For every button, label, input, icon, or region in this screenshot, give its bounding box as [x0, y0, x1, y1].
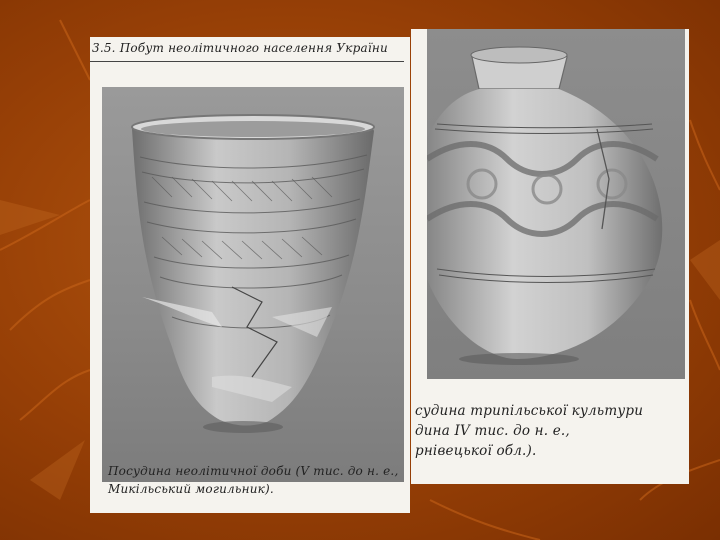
right-caption-line-2: дина IV тис. до н. е.,	[415, 423, 570, 439]
right-caption-line-1: судина трипільської культури	[415, 403, 644, 419]
left-scan-page	[90, 37, 410, 513]
right-caption-line-3: рнівецької обл.).	[415, 443, 537, 459]
right-scan-page	[411, 29, 689, 484]
left-caption	[108, 462, 398, 498]
header-rule	[90, 61, 404, 62]
section-header: 3.5. Побут неолітичного населення України	[92, 41, 388, 55]
neolithic-vessel-photo	[102, 87, 404, 482]
right-caption	[415, 401, 643, 461]
trypillia-vessel-photo	[427, 29, 685, 379]
left-caption-line-2: Микільський могильник).	[108, 482, 274, 496]
left-caption-line-1: Посудина неолітичної доби (V тис. до н. е.,	[108, 464, 399, 478]
